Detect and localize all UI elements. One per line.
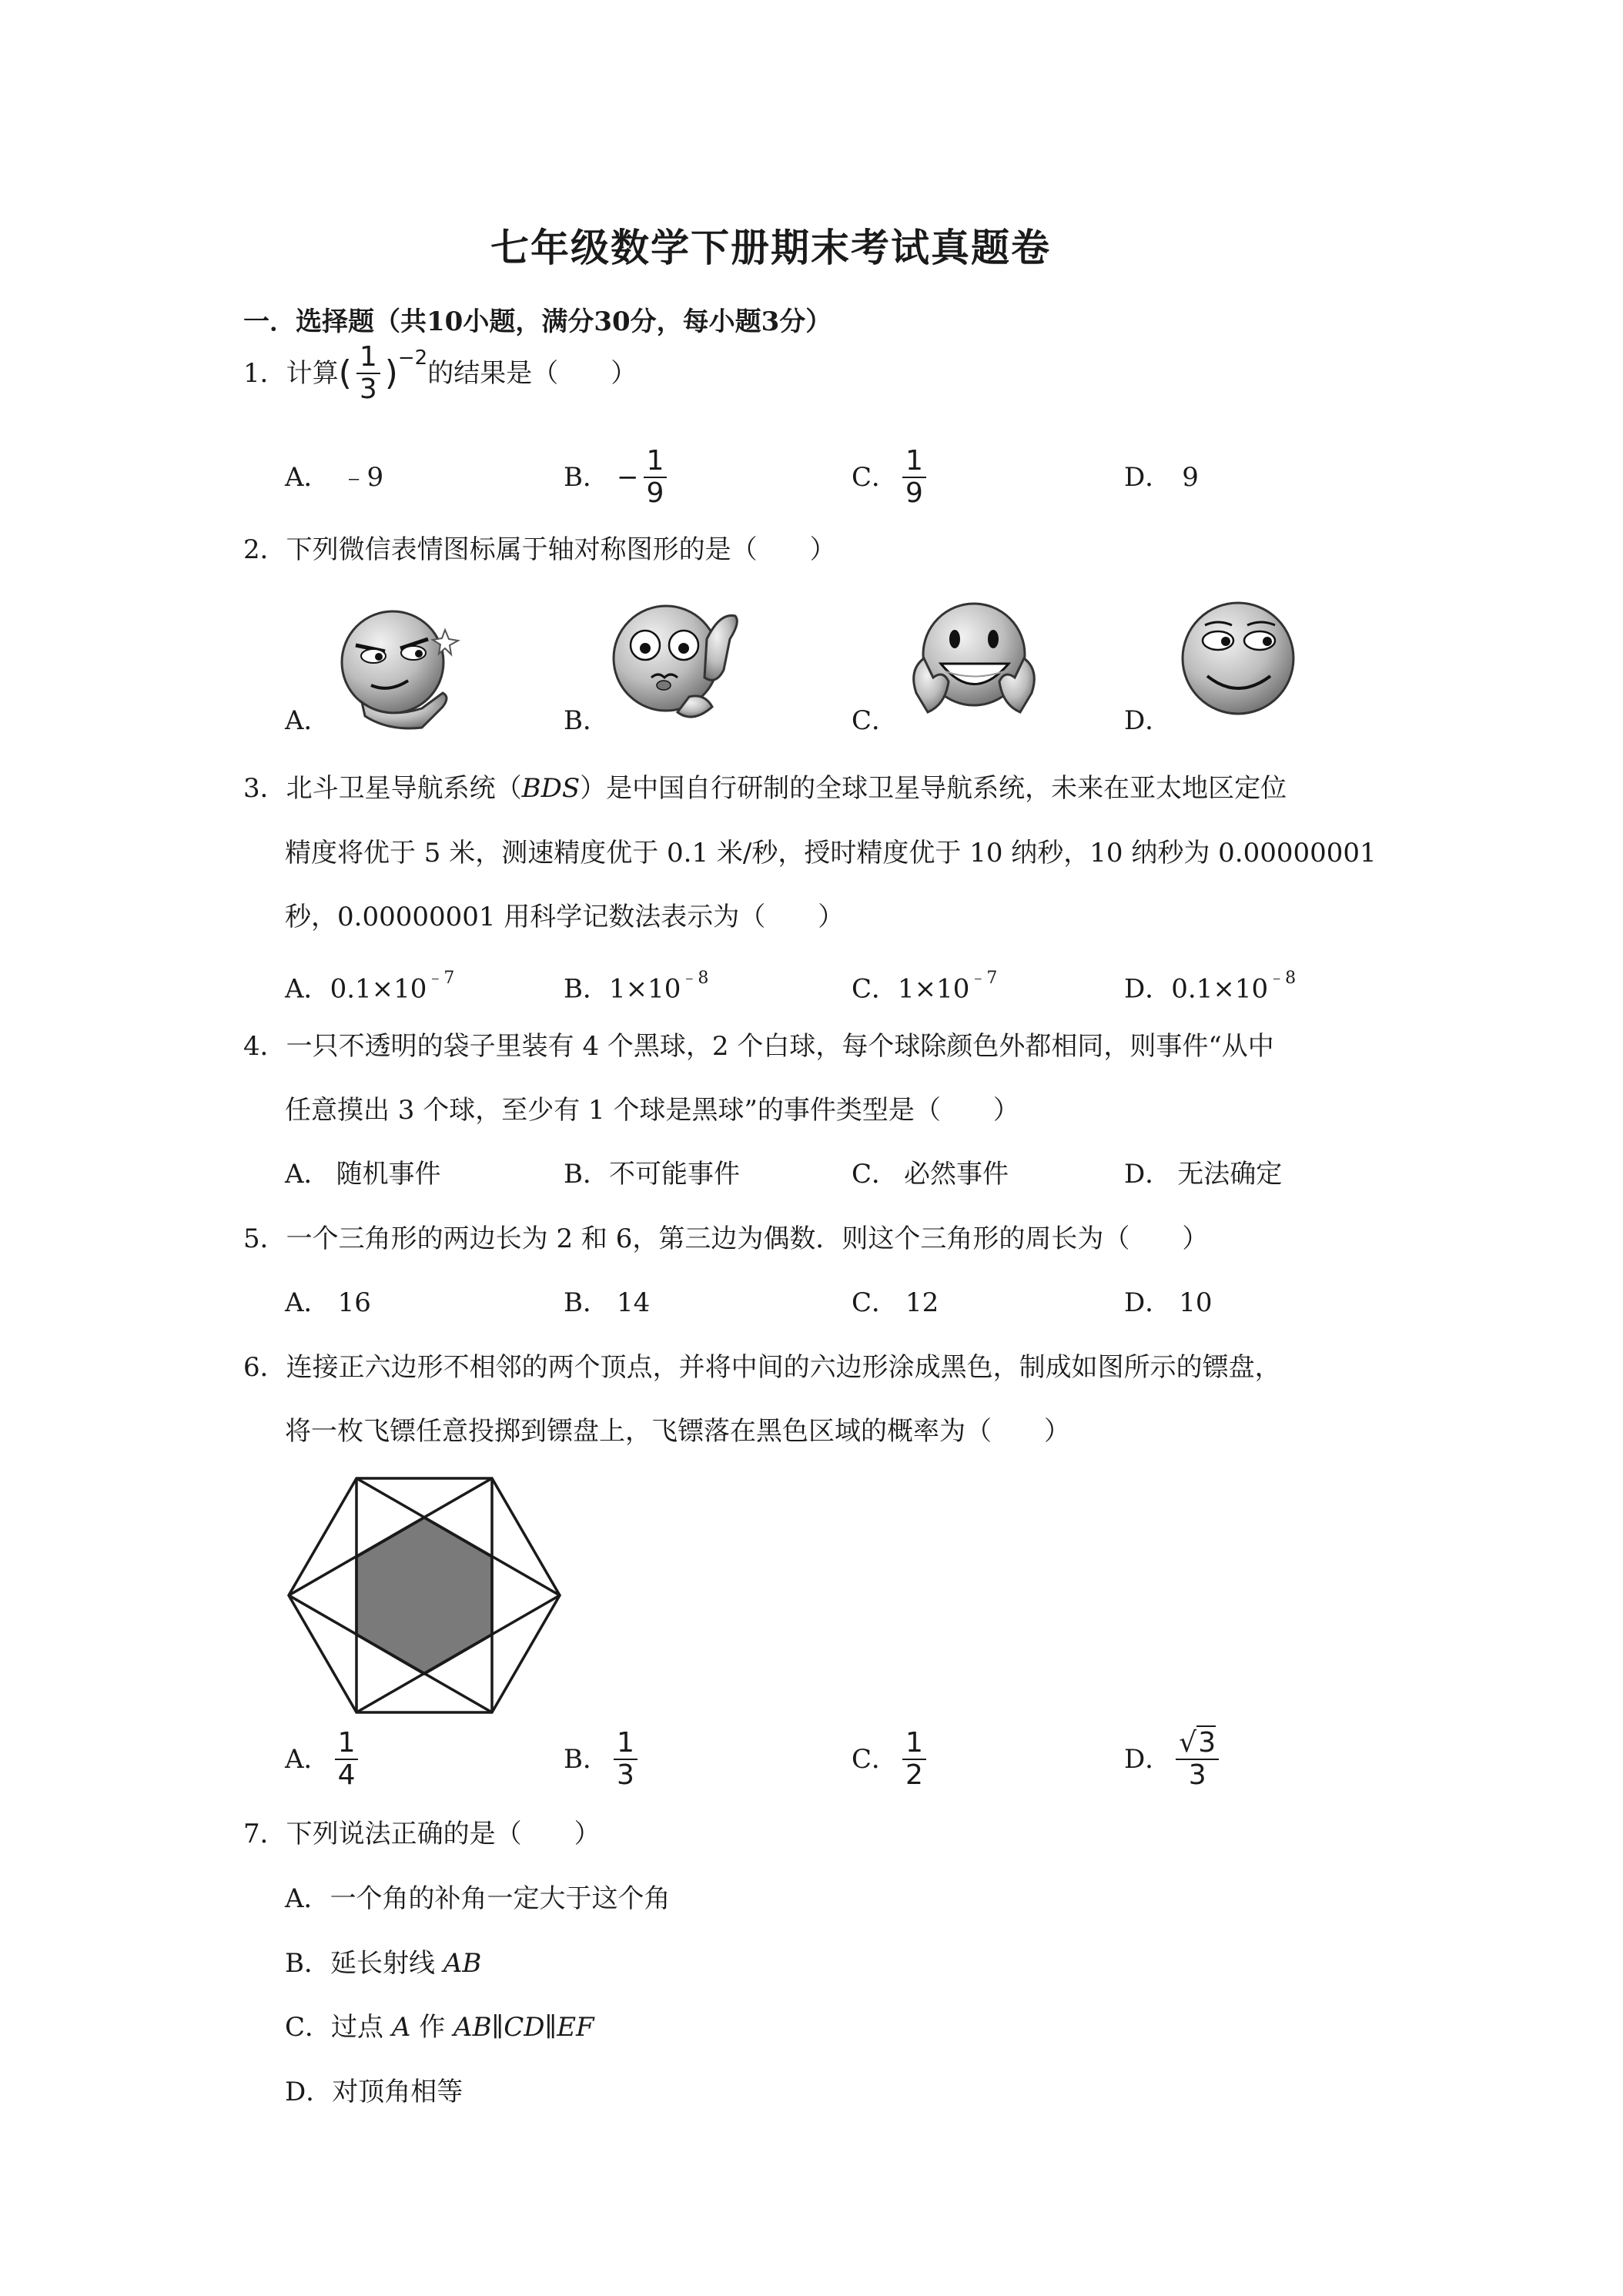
question-text: 连接正六边形不相邻的两个顶点，并将中间的六边形涂成黑色，制成如图所示的镖盘， <box>286 1352 1281 1383</box>
option-value: 随机事件 <box>336 1159 441 1190</box>
denominator: 9 <box>646 477 664 509</box>
left-paren: ( <box>338 353 352 393</box>
option-label: C． <box>852 462 899 493</box>
exponent: ﹣7 <box>969 969 998 988</box>
question-3-line3: 秒，0.00000001 用科学记数法表示为（ ） <box>285 902 845 932</box>
option-label: D． <box>1124 1744 1172 1775</box>
exponent: ﹣7 <box>427 969 455 988</box>
question-text: ）是中国自行研制的全球卫星导航系统，未来在亚太地区定位 <box>580 773 1287 804</box>
option-value: 1×10 <box>898 973 970 1005</box>
option-label: A． <box>285 1744 330 1775</box>
sqrt-sign: √ <box>1179 1727 1197 1759</box>
point-name: A <box>391 2012 411 2043</box>
option-label: A． <box>285 1159 330 1190</box>
option-label: B． <box>564 462 609 493</box>
option-value: 对顶角相等 <box>332 2077 463 2107</box>
question-number: 6． <box>243 1352 286 1383</box>
denominator: 3 <box>617 1759 634 1791</box>
option-value: 无法确定 <box>1177 1159 1283 1190</box>
numerator: 1 <box>646 445 664 477</box>
page-title: 七年级数学下册期末考试真题卷 <box>490 225 1051 270</box>
option-d[interactable] <box>1124 1721 1223 1798</box>
numerator: 1 <box>905 445 923 477</box>
option-value: ﹣9 <box>340 462 384 493</box>
numerator <box>1176 1728 1219 1759</box>
option-value: 过点 <box>331 2012 392 2043</box>
option-value: 必然事件 <box>904 1159 1009 1190</box>
numerator: 1 <box>337 1727 356 1759</box>
numerator: 1 <box>617 1727 634 1759</box>
shaded-hexagon <box>356 1518 492 1674</box>
option-label: A． <box>285 1883 330 1914</box>
fraction <box>614 1728 637 1791</box>
denominator: 9 <box>905 477 923 509</box>
question-number: 2． <box>243 534 286 565</box>
option-value: 0.1×10 <box>330 973 427 1005</box>
option-label: C． <box>285 2012 332 2043</box>
numerator: 1 <box>905 1727 923 1759</box>
option-label: A． <box>285 1287 330 1318</box>
option-label: D． <box>1124 462 1172 493</box>
option-value: 10 <box>1179 1287 1213 1318</box>
option-value: 16 <box>337 1287 371 1318</box>
question-text: 下列说法正确的是（ ） <box>286 1819 601 1849</box>
denominator: 3 <box>359 373 377 405</box>
numerator: 1 <box>359 341 377 373</box>
option-c-label[interactable]: C． <box>852 705 899 736</box>
ray-name: AB <box>443 1948 482 1979</box>
question-3-line2: 精度将优于 5 米，测速精度优于 0.1 米/秒，授时精度优于 10 纳秒，10 纳秒为 0.00000001 <box>285 838 1377 869</box>
option-label: C． <box>852 1744 899 1775</box>
bds-abbrev: BDS <box>521 773 581 804</box>
fraction <box>902 1728 926 1791</box>
option-value: 0.1×10 <box>1171 973 1269 1005</box>
fraction <box>335 1728 359 1791</box>
denominator: 2 <box>905 1759 923 1791</box>
option-label: B． <box>285 1948 330 1979</box>
option-label: A． <box>285 973 330 1005</box>
option-c[interactable] <box>285 2012 594 2043</box>
question-text-end: 的结果是（ ） <box>427 358 637 389</box>
question-6-line2: 将一枚飞镖任意投掷到镖盘上，飞镖落在黑色区域的概率为（ ） <box>285 1416 1070 1447</box>
option-label: C． <box>852 1287 899 1318</box>
option-label: B． <box>564 1744 609 1775</box>
option-label: B． <box>564 1159 609 1190</box>
option-value: 不可能事件 <box>609 1159 740 1190</box>
option-label: A． <box>285 462 330 493</box>
question-text: 下列微信表情图标属于轴对称图形的是（ ） <box>286 534 836 565</box>
question-text: 一只不透明的袋子里装有 4 个黑球，2 个白球，每个球除颜色外都相同，则事件“从中 <box>286 1031 1274 1062</box>
question-number: 7． <box>243 1819 286 1849</box>
option-d[interactable] <box>285 2077 463 2107</box>
option-value: 14 <box>617 1287 651 1318</box>
option-a-label[interactable]: A． <box>285 705 330 736</box>
option-label: C． <box>852 1159 899 1190</box>
question-text: 一个三角形的两边长为 2 和 6，第三边为偶数．则这个三角形的周长为（ ） <box>286 1223 1209 1254</box>
question-number: 4． <box>243 1031 286 1062</box>
option-value: 作 <box>410 2012 454 2043</box>
question-number: 3． <box>243 773 286 804</box>
option-label: B． <box>564 1287 609 1318</box>
option-value: 12 <box>905 1287 939 1318</box>
option-d-label[interactable]: D． <box>1124 705 1172 736</box>
denominator: 4 <box>337 1759 356 1791</box>
question-number: 5． <box>243 1223 286 1254</box>
question-text: 北斗卫星导航系统（ <box>286 773 522 804</box>
exponent: ﹣8 <box>681 969 709 988</box>
option-label: D． <box>1124 973 1172 1005</box>
exponent: −2 <box>397 346 428 370</box>
option-label: C． <box>852 973 899 1005</box>
option-value: 1×10 <box>609 973 681 1005</box>
option-label: D． <box>1124 1287 1172 1318</box>
option-b[interactable] <box>564 1721 642 1798</box>
question-text: 计算 <box>286 358 339 389</box>
radicand: 3 <box>1198 1727 1216 1759</box>
parallel-lines: AB∥CD∥EF <box>453 2012 594 2043</box>
option-a[interactable] <box>285 1721 363 1798</box>
section-heading: 一．选择题（共10小题，满分30分，每小题3分） <box>243 306 832 337</box>
option-label: D． <box>285 2077 333 2107</box>
option-a[interactable] <box>285 1883 671 1914</box>
right-paren: ) <box>384 353 398 393</box>
question-number: 1． <box>243 358 286 389</box>
option-label: D． <box>1124 1159 1172 1190</box>
option-value: 9 <box>1182 462 1199 493</box>
option-b[interactable] <box>285 1948 481 1979</box>
option-label: B． <box>564 973 609 1005</box>
minus-sign: − <box>617 462 639 493</box>
option-c[interactable] <box>852 1721 931 1798</box>
exponent: ﹣8 <box>1268 969 1297 988</box>
option-value: 一个角的补角一定大于这个角 <box>330 1883 671 1914</box>
denominator: 3 <box>1188 1759 1206 1791</box>
option-b-label[interactable]: B． <box>564 705 609 736</box>
fraction <box>1176 1728 1219 1791</box>
question-7 <box>243 1819 601 1849</box>
option-value: 延长射线 <box>330 1948 443 1979</box>
question-4-line2: 任意摸出 3 个球，至少有 1 个球是黑球”的事件类型是（ ） <box>285 1095 1019 1126</box>
